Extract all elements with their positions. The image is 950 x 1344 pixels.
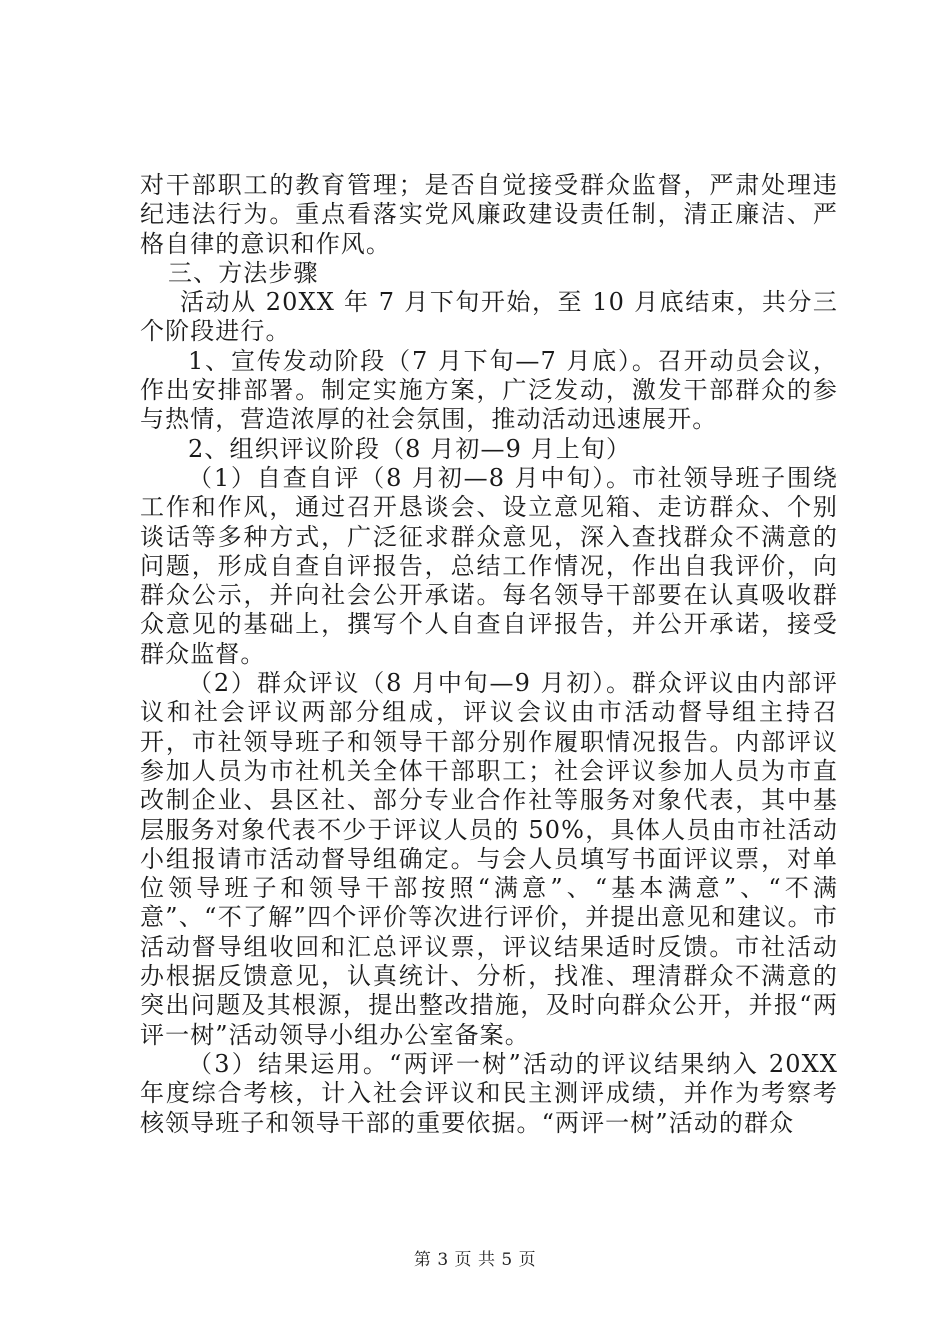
paragraph-self-review: （1）自查自评（8 月初—8 月中旬）。市社领导班子围绕工作和作风，通过召开恳谈会、设立意见箱、走访群众、个别谈话等多种方式，广泛征求群众意见，深入查找群众不满意的问题，形成自查自评报告，总结工作情况，作出自我评价，向群众公示，并向社会公开承诺。每名领导干部要在认真吸收群众意见的基础上，撰写个人自查自评报告，并公开承诺，接受群众监督。	[140, 463, 838, 668]
paragraph-activity-schedule: 活动从 20XX 年 7 月下旬开始，至 10 月底结束，共分三个阶段进行。	[140, 288, 838, 346]
paragraph-stage-1: 1、宣传发动阶段（7 月下旬—7 月底）。召开动员会议，作出安排部署。制定实施方案，广泛发动，激发干部群众的参与热情，营造浓厚的社会氛围，推动活动迅速展开。	[140, 346, 838, 434]
page-number-footer: 第 3 页 共 5 页	[413, 1250, 537, 1270]
paragraph-result-usage: （3）结果运用。“两评一树”活动的评议结果纳入 20XX 年度综合考核，计入社会评议和民主测评成绩，并作为考察考核领导班子和领导干部的重要依据。“两评一树”活动的群众	[140, 1049, 838, 1137]
paragraph-public-review: （2）群众评议（8 月中旬—9 月初）。群众评议由内部评议和社会评议两部分组成，评议会议由市活动督导组主持召开，市社领导班子和领导干部分别作履职情况报告。内部评议参加人员为市社机关全体干部职工；社会评议参加人员为市直改制企业、县区社、部分专业合作社等服务对象代表，其中基层服务对象代表不少于评议人员的 50%，具体人员由市社活动小组报请市活动督导组确定。与会人员填写书面评议票，对单位领导班子和领导干部按照“满意”、“基本满意”、“不满意”、“不了解”四个评价等次进行评价，并提出意见和建议。市活动督导组收回和汇总评议票，评议结果适时反馈。市社活动办根据反馈意见，认真统计、分析，找准、理清群众不满意的突出问题及其根源，提出整改措施，及时向群众公开，并报“两评一树”活动领导小组办公室备案。	[140, 669, 838, 1049]
paragraph-continuation: 对干部职工的教育管理；是否自觉接受群众监督，严肃处理违纪违法行为。重点看落实党风廉政建设责任制，清正廉洁、严格自律的意识和作风。	[140, 171, 838, 258]
section-heading-method-steps: 三、方法步骤	[168, 258, 319, 287]
paragraph-stage-2-heading: 2、组织评议阶段（8 月初—9 月上旬）	[188, 434, 632, 463]
document-body	[140, 171, 838, 1138]
